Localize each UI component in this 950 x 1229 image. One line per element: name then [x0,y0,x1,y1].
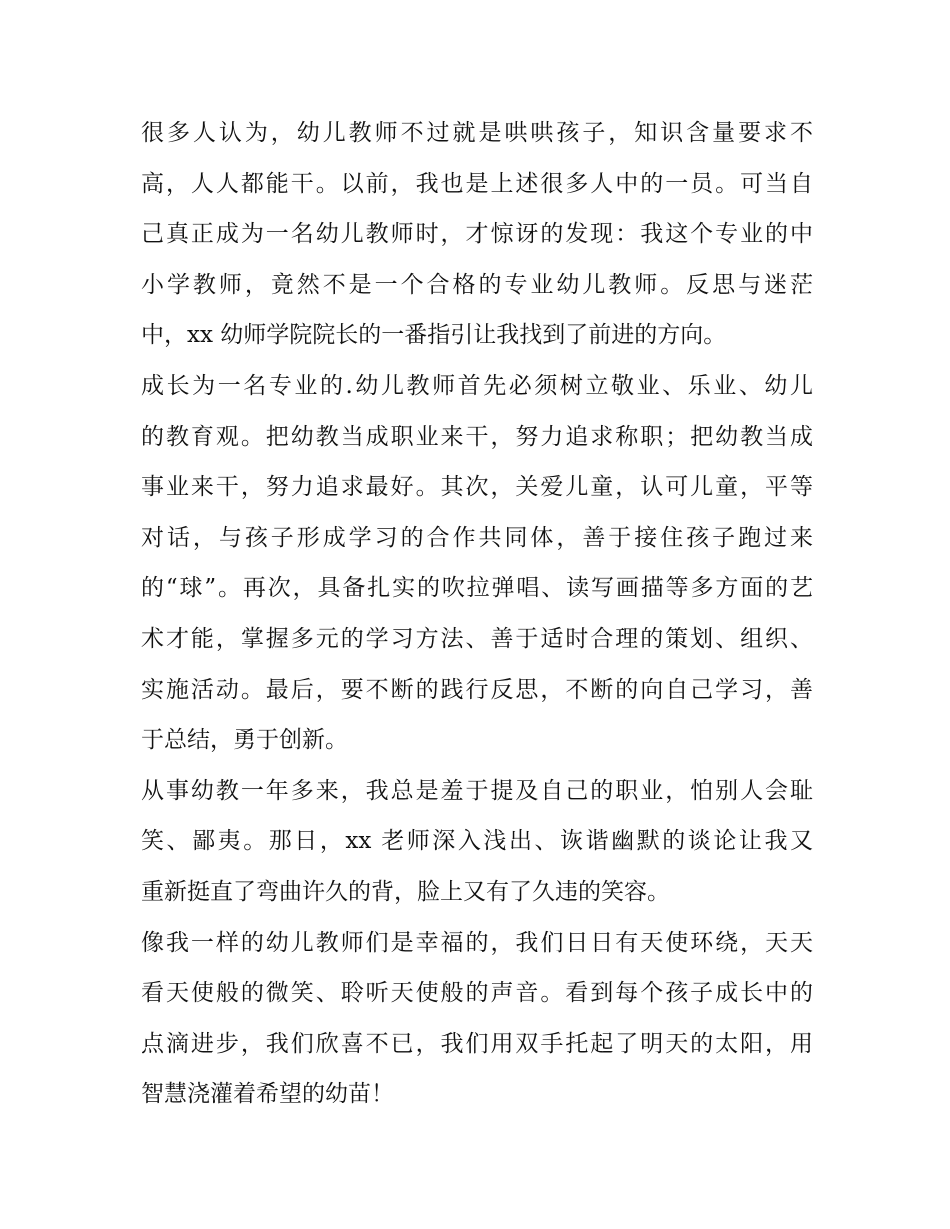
text-line: 高，人人都能干。以前，我也是上述很多人中的一员。可当自 [141,170,813,197]
paragraph-1 [141,108,813,361]
text-line: 像我一样的幼儿教师们是幸福的，我们日日有天使环绕，天天 [141,929,813,956]
text-line: 术才能，掌握多元的学习方法、善于适时合理的策划、组织、 [141,625,813,652]
paragraph-2 [141,361,813,766]
text-line: 从事幼教一年多来，我总是羞于提及自己的职业，怕别人会耻 [141,777,813,804]
text-line: 于总结，勇于创新。 [141,727,348,754]
paragraph-3 [141,766,813,918]
text-line: 重新挺直了弯曲许久的背，脸上又有了久违的笑容。 [141,878,670,905]
text-line: 对话，与孩子形成学习的合作共同体，善于接住孩子跑过来 [141,524,813,551]
text-line: 笑、鄙夷。那日，xx 老师深入浅出、诙谐幽默的谈论让我又 [141,828,813,855]
text-line: 的教育观。把幼教当成职业来干，努力追求称职；把幼教当成 [141,423,813,450]
text-line: 点滴进步，我们欣喜不已，我们用双手托起了明天的太阳，用 [141,1030,813,1057]
text-line: 的“球”。再次，具备扎实的吹拉弹唱、读写画描等多方面的艺 [141,575,813,602]
text-line: 看天使般的微笑、聆听天使般的声音。看到每个孩子成长中的 [141,980,813,1007]
text-line: 智慧浇灌着希望的幼苗！ [141,1081,394,1108]
text-line: 很多人认为，幼儿教师不过就是哄哄孩子，知识含量要求不 [141,120,813,146]
text-line: 中，xx 幼师学院院长的一番指引让我找到了前进的方向。 [141,322,727,349]
text-line: 己真正成为一名幼儿教师时，才惊讶的发现：我这个专业的中 [141,221,813,248]
paragraph-4 [141,918,813,1120]
text-line: 成长为一名专业的.幼儿教师首先必须树立敬业、乐业、幼儿 [141,372,813,399]
text-line: 实施活动。最后，要不断的践行反思，不断的向自己学习，善 [141,676,813,703]
text-line: 小学教师，竟然不是一个合格的专业幼儿教师。反思与迷茫 [141,271,813,298]
document-body [141,108,813,1120]
text-line: 事业来干，努力追求最好。其次，关爱儿童，认可儿童，平等 [141,474,813,501]
